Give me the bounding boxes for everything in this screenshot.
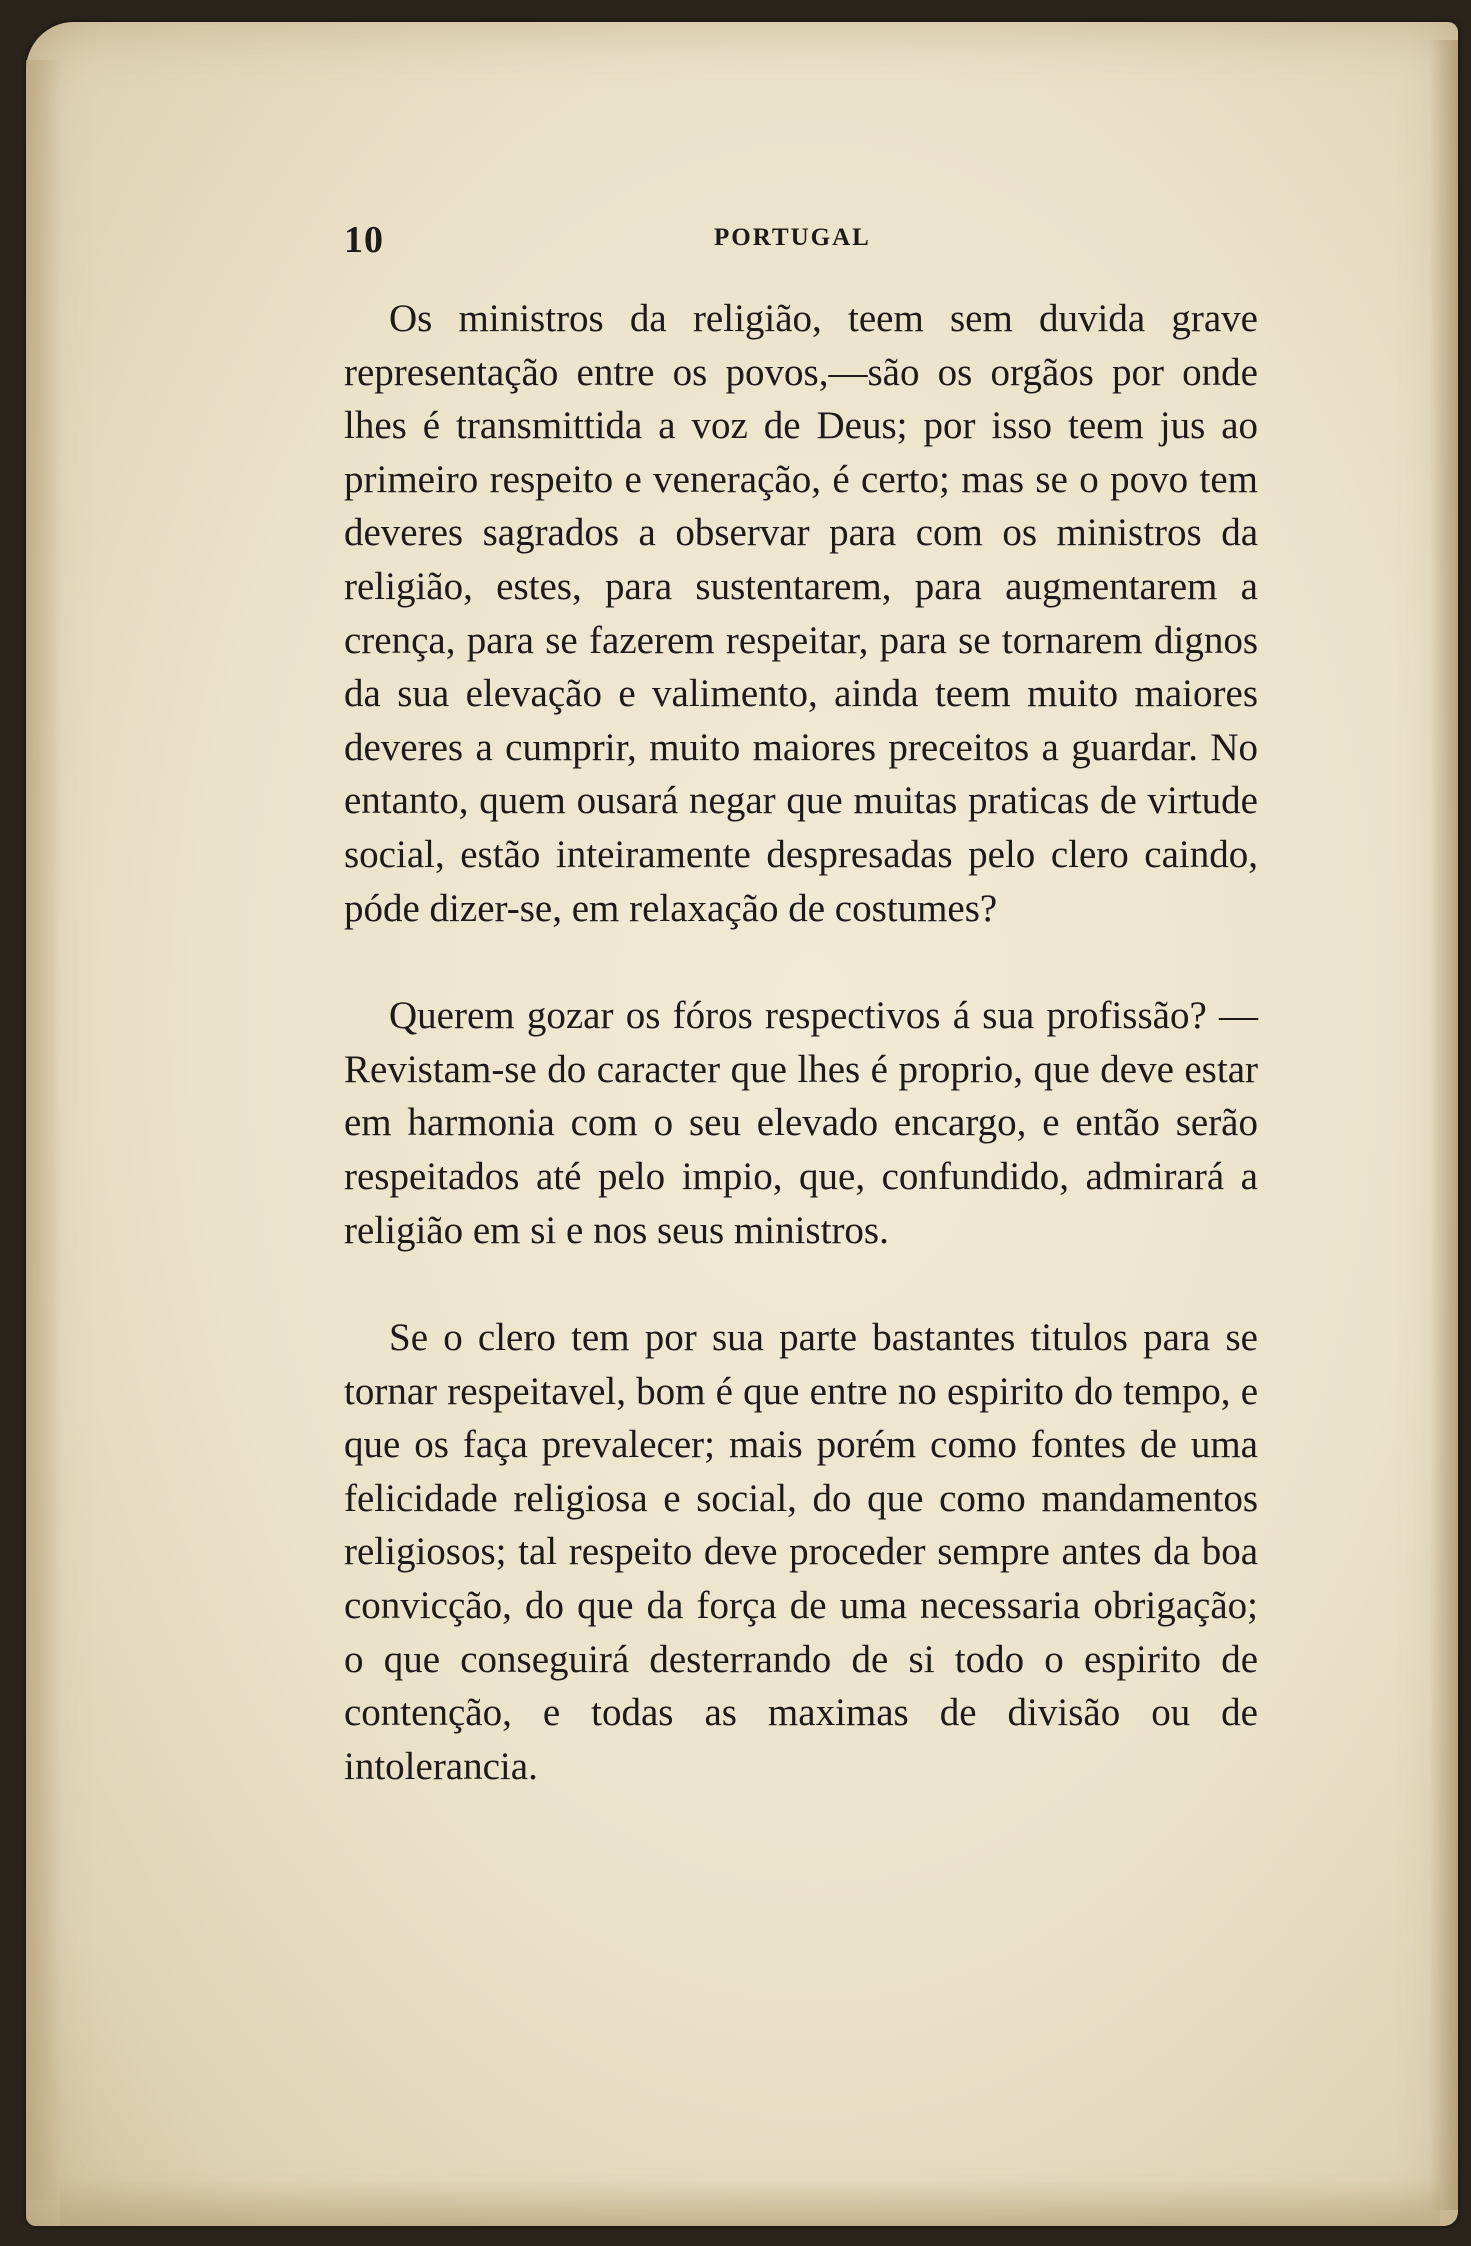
paragraph: Se o clero tem por sua parte bastantes titulos para se tornar respeitavel, bom é que entre no espirito do tempo, e que os faça prevalecer; mais porém como fontes de uma felicidade religiosa e social, do que como mandamentos religiosos; tal respeito deve proceder sempre antes da boa convicção, do que da força de uma necessaria obrigação; o que conseguirá desterrando de si todo o espirito de contenção, e todas as maximas de divisão ou de intolerancia. <box>344 1316 1258 1788</box>
page-left-edge-shading <box>26 60 62 2200</box>
page-text-block <box>344 208 1258 1793</box>
paragraph: Os ministros da religião, teem sem duvida grave representação entre os povos,—são os orgãos por onde lhes é transmittida a voz de Deus; por isso teem jus ao primeiro respeito e veneração, é certo; mas se o povo tem deveres sagrados a observar para com os ministros da religião, estes, para sustentarem, para augmentarem a crença, para se fazerem respeitar, para se tornarem dignos da sua elevação e valimento, ainda teem muito maiores deveres a cumprir, muito maiores preceitos a guardar. No entanto, quem ousará negar que muitas praticas de virtude social, estão inteiramente despresadas pelo clero caindo, póde dizer-se, em relaxação de costumes? <box>344 297 1258 930</box>
running-head <box>344 208 1258 268</box>
page-bottom-edge-shading <box>60 2180 1440 2226</box>
paragraph: Querem gozar os fóros respectivos á sua profissão? —Revistam-se do caracter que lhes é proprio, que deve estar em harmonia com o seu elevado encargo, e então serão respeitados até pelo impio, que, confundido, admirará a religião em si e nos seus ministros. <box>344 994 1258 1252</box>
running-title: PORTUGAL <box>714 224 871 251</box>
page-right-edge-shading <box>1430 40 1458 2210</box>
page-number: 10 <box>344 219 384 261</box>
